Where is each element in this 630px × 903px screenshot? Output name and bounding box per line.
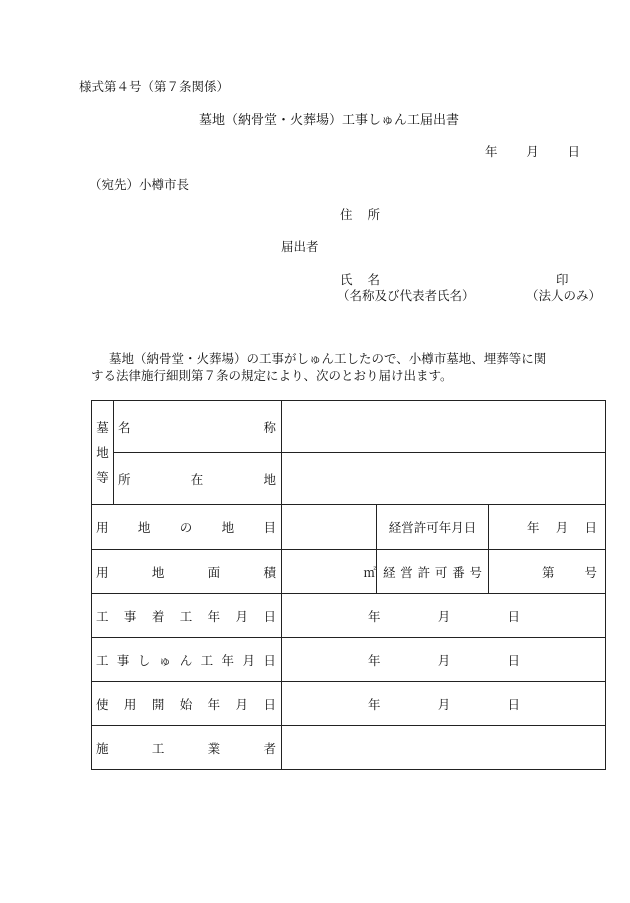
- submission-date: [485, 146, 580, 159]
- use-start-label: 使 用 開 始 年 月 日: [92, 682, 282, 726]
- name-label: 氏 名: [340, 272, 380, 287]
- location-field[interactable]: [282, 453, 606, 505]
- table-row: [92, 550, 606, 594]
- permit-number-field[interactable]: 第 号: [489, 550, 606, 594]
- day-label: 日: [567, 144, 580, 159]
- cemetery-name-field[interactable]: [282, 401, 606, 453]
- notification-table: [91, 400, 606, 770]
- completion-date-field[interactable]: 年 月 日: [282, 638, 606, 682]
- seal-mark: 印: [556, 272, 569, 287]
- table-row: [92, 682, 606, 726]
- cemetery-name-label: 名 称: [114, 401, 282, 453]
- permit-date-field[interactable]: 年 月 日: [489, 505, 606, 550]
- table-row: [92, 594, 606, 638]
- contractor-label: 施 工 業 者: [92, 726, 282, 770]
- document-title: 墓地（納骨堂・火葬場）工事しゅん工届出書: [199, 113, 460, 128]
- use-start-field[interactable]: 年 月 日: [282, 682, 606, 726]
- construction-start-label: 工 事 着 工 年 月 日: [92, 594, 282, 638]
- land-area-label: 用 地 面 積: [92, 550, 282, 594]
- area-unit: ㎡: [363, 564, 376, 580]
- land-category-field[interactable]: [282, 505, 377, 550]
- completion-date-label: 工 事 し ゅ ん 工 年 月 日: [92, 638, 282, 682]
- contractor-field[interactable]: [282, 726, 606, 770]
- address-label: 住 所: [340, 207, 380, 222]
- body-text-line-1: 墓地（納骨堂・火葬場）の工事がしゅん工したので、小樽市墓地、埋葬等に関: [109, 351, 547, 366]
- cemetery-group-label: 墓 地 等: [92, 401, 114, 505]
- table-row: [92, 505, 606, 550]
- form-number: 様式第４号（第７条関係）: [79, 79, 230, 94]
- table-row: [92, 453, 606, 505]
- construction-start-field[interactable]: 年 月 日: [282, 594, 606, 638]
- addressee: （宛先）小樽市長: [89, 177, 190, 192]
- location-label: 所 在 地: [114, 453, 282, 505]
- permit-number-label: 経 営 許 可 番 号: [377, 550, 489, 594]
- table-row: [92, 726, 606, 770]
- body-text-line-2: する法律施行細則第７条の規定により、次のとおり届け出ます。: [91, 368, 453, 383]
- year-label: 年: [485, 144, 498, 159]
- notifier-label: 届出者: [281, 239, 319, 254]
- table-row: [92, 638, 606, 682]
- land-category-label: 用 地 の 地 目: [92, 505, 282, 550]
- corporation-note: （法人のみ）: [526, 288, 602, 303]
- table-row: [92, 401, 606, 453]
- permit-date-label: 経営許可年月日: [377, 505, 489, 550]
- month-label: 月: [526, 144, 539, 159]
- land-area-field[interactable]: [282, 550, 377, 594]
- name-note: （名称及び代表者氏名）: [337, 288, 475, 303]
